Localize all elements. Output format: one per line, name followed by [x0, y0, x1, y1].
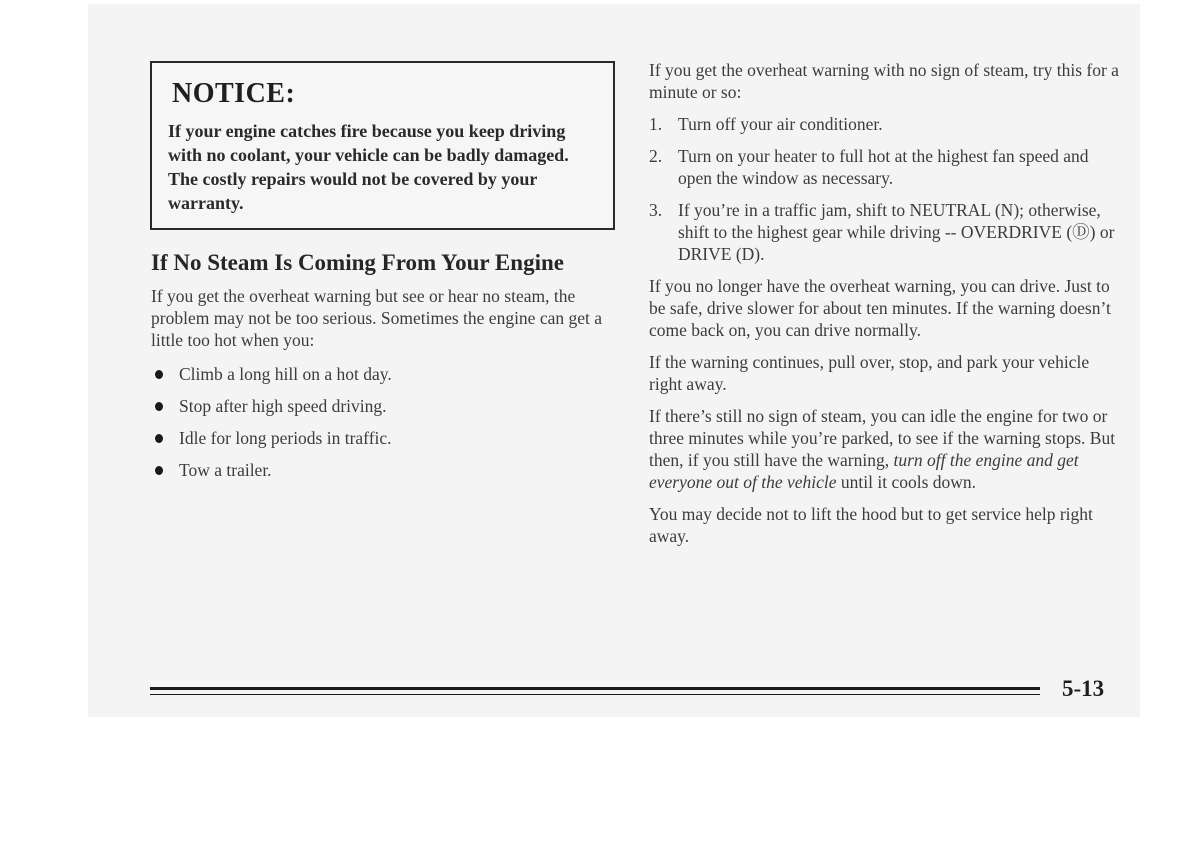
step-item — [649, 199, 1119, 265]
step-number: 2. — [649, 146, 663, 166]
step-item — [649, 145, 1119, 189]
para-text: If there’s still no sign of steam, you can idle the engine for two or three minutes while you’re parked, to see if the warning stops. But then, if you still have the warning, — [649, 406, 1116, 470]
right-intro: If you get the overheat warning with no sign of steam, try this for a minute or so: — [649, 60, 1119, 102]
bullet-icon — [155, 402, 163, 411]
step-text: If you’re in a traffic jam, shift to NEUTRAL (N); otherwise, shift to the highest gear while driving -- OVERDRIVE (Ⓓ) or DRIVE (D). — [678, 200, 1115, 264]
footer-rule — [150, 687, 1040, 690]
section-heading: If No Steam Is Coming From Your Engine — [151, 250, 564, 275]
list-item — [151, 358, 611, 390]
list-item — [151, 454, 611, 486]
section-intro: If you get the overheat warning but see or hear no steam, the problem may not be too serious. Sometimes the engine can get a little too hot when you: — [151, 286, 603, 350]
step-text: Turn off your air conditioner. — [678, 114, 883, 134]
steps-list — [649, 113, 1119, 265]
step-number: 3. — [649, 200, 663, 220]
manual-page — [88, 4, 1140, 717]
bullet-text: Climb a long hill on a hot day. — [179, 363, 392, 384]
paragraph-service-help: You may decide not to lift the hood but to get service help right away. — [649, 504, 1093, 546]
footer-rule-thin — [150, 694, 1040, 695]
bullet-text: Stop after high speed driving. — [179, 395, 387, 416]
bullet-icon — [155, 370, 163, 379]
bullet-text: Tow a trailer. — [179, 459, 272, 480]
right-column — [649, 59, 1119, 557]
emphasis-text: turn off the engine and get everyone out of the vehicle — [649, 450, 1079, 492]
paragraph-idle-engine — [649, 405, 1119, 493]
paragraph-no-warning: If you no longer have the overheat warning, you can drive. Just to be safe, drive slower for about ten minutes. If the warning doesn’t come back on, you can drive normally. — [649, 276, 1111, 340]
bullet-text: Idle for long periods in traffic. — [179, 427, 392, 448]
list-item — [151, 390, 611, 422]
para-text: until it cools down. — [836, 472, 977, 492]
bullet-icon — [155, 434, 163, 443]
step-item — [649, 113, 1119, 135]
bullet-list — [151, 358, 611, 486]
step-number: 1. — [649, 114, 663, 134]
bullet-icon — [155, 466, 163, 475]
list-item — [151, 422, 611, 454]
step-text: Turn on your heater to full hot at the highest fan speed and open the window as necessary. — [678, 146, 1089, 188]
notice-box — [150, 61, 615, 230]
paragraph-warning-continues: If the warning continues, pull over, stop, and park your vehicle right away. — [649, 352, 1090, 394]
notice-title: NOTICE: — [172, 78, 296, 109]
notice-body: If your engine catches fire because you keep driving with no coolant, your vehicle can be badly damaged. The costly repairs would not be covered by your warranty. — [168, 121, 569, 213]
page-number: 5-13 — [1062, 676, 1105, 701]
